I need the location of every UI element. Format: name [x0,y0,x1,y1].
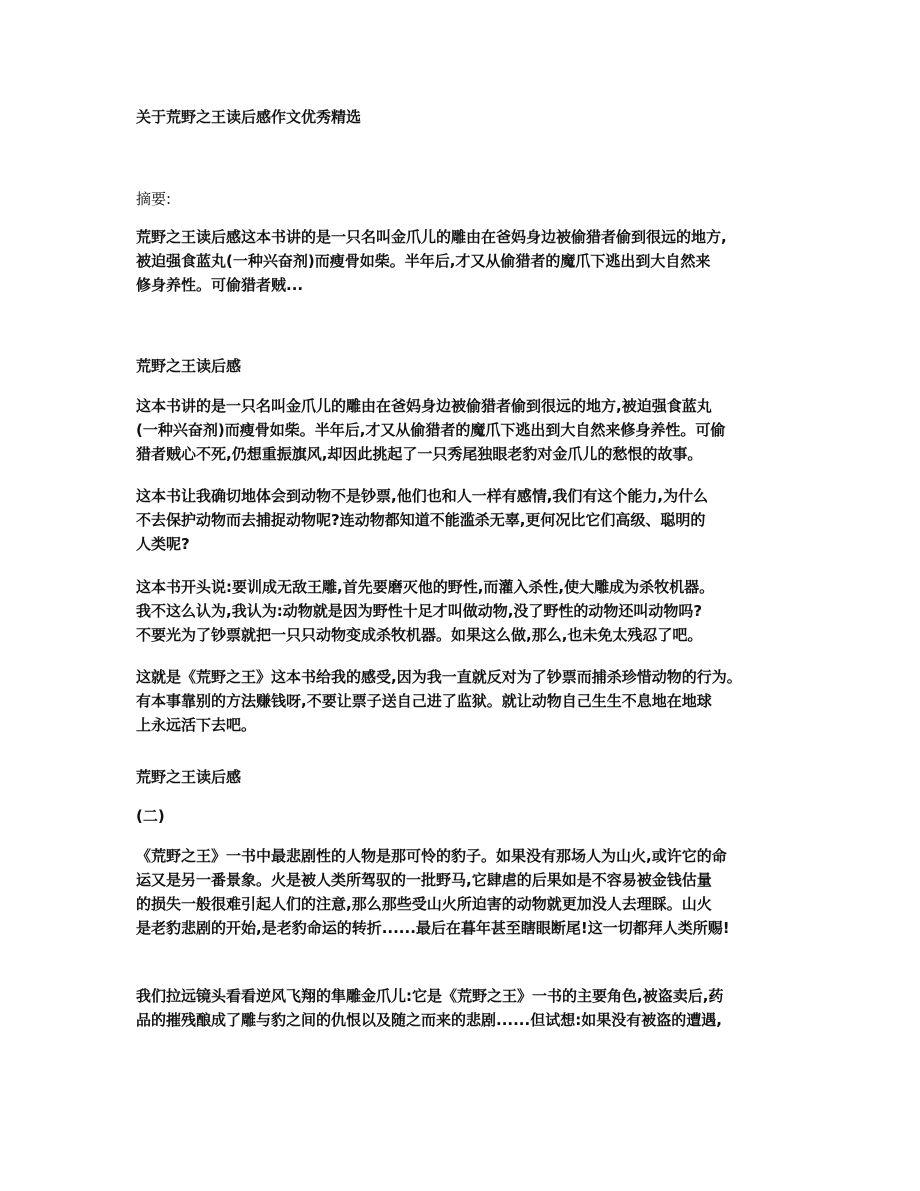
text-line: 是老豹悲剧的开始,是老豹命运的转折......最后在暮年甚至瞎眼断尾!这一切都拜人类所赐! [136,919,730,937]
paragraph [136,394,796,466]
document-title: 关于荒野之王读后感作文优秀精选 [136,108,362,126]
text-line: 《荒野之王》一书中最悲剧性的人物是那可怜的豹子。如果没有那场人为山火,或许它的命 [136,847,727,865]
text-line: 上永远活下去吧。 [136,716,257,734]
text-line: 人类呢? [136,535,190,553]
text-line: (一种兴奋剂)而瘦骨如柴。半年后,才又从偷猎者的魔爪下逃出到大自然来修身养性。可偷 [136,421,726,439]
paragraph [136,984,796,1032]
text-line: 荒野之王读后感这本书讲的是一只名叫金爪儿的雕由在爸妈身边被偷猎者偷到很远的地方, [136,228,727,246]
paragraph [136,484,796,556]
abstract-paragraph [136,225,796,297]
paragraph [136,844,796,940]
text-line: 被迫强食蓝丸(一种兴奋剂)而瘦骨如柴。半年后,才又从偷猎者的魔爪下逃出到大自然来 [136,252,711,270]
text-line: 猎者贼心不死,仍想重振旗风,却因此挑起了一只秀尾独眼老豹对金爪儿的愁恨的故事。 [136,445,703,463]
abstract-label: 摘要: [136,190,172,208]
text-line: 我们拉远镜头看看逆风飞翔的隼雕金爪儿:它是《荒野之王》一书的主要角色,被盗卖后,药 [136,987,724,1005]
text-line: 这本书让我确切地体会到动物不是钞票,他们也和人一样有感情,我们有这个能力,为什么 [136,487,709,505]
paragraph [136,575,796,647]
text-line: 这本书讲的是一只名叫金爪儿的雕由在爸妈身边被偷猎者偷到很远的地方,被迫强食蓝丸 [136,397,712,415]
text-line: 品的摧残酿成了雕与豹之间的仇恨以及随之而来的悲剧......但试想:如果没有被盗的遭遇, [136,1011,722,1029]
section-subheading: (二) [136,807,165,825]
text-line: 不要光为了钞票就把一只只动物变成杀牧机器。如果这么做,那么,也未免太残忍了吧。 [136,626,703,644]
paragraph [136,665,796,737]
text-line: 我不这么认为,我认为:动物就是因为野性十足才叫做动物,没了野性的动物还叫动物吗? [136,602,703,620]
text-line: 有本事靠别的方法赚钱呀,不要让票子送自己进了监狱。就让动物自己生生不息地在地球 [136,692,712,710]
text-line: 不去保护动物而去捕捉动物呢?连动物都知道不能滥杀无辜,更何况比它们高级、聪明的 [136,511,706,529]
text-line: 这就是《荒野之王》这本书给我的感受,因为我一直就反对为了钞票而捕杀珍惜动物的行为。 [136,668,742,686]
text-line: 的损失一般很难引起人们的注意,那么那些受山火所迫害的动物就更加没人去理睬。山火 [136,895,712,913]
text-line: 运又是另一番景象。火是被人类所驾驭的一批野马,它肆虐的后果如是不容易被金钱估量 [136,871,712,889]
text-line: 这本书开头说:要训成无敌王雕,首先要磨灭他的野性,而灌入杀性,使大雕成为杀牧机器。 [136,578,715,596]
text-line: 修身养性。可偷猎者贼... [136,276,304,294]
section-heading: 荒野之王读后感 [136,768,242,786]
section-heading: 荒野之王读后感 [136,357,242,375]
